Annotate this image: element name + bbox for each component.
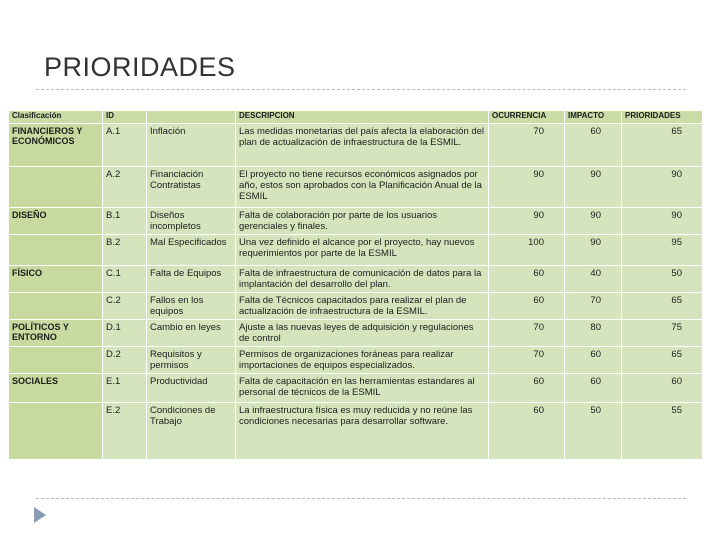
table-row: [9, 347, 703, 374]
impacto-cell: 60: [565, 374, 622, 403]
risk-name-cell: Diseños incompletos: [147, 208, 236, 235]
category-cell: FÍSICO: [9, 266, 103, 293]
prioridad-cell: 65: [622, 347, 703, 374]
prioridad-cell: 90: [622, 167, 703, 208]
impacto-cell: 40: [565, 266, 622, 293]
prioridad-cell: 60: [622, 374, 703, 403]
description-cell: Ajuste a las nuevas leyes de adquisición y regulaciones de control: [236, 320, 489, 347]
prioridad-cell: 65: [622, 124, 703, 167]
prioridad-cell: 55: [622, 403, 703, 460]
description-cell: Una vez definido el alcance por el proyecto, hay nuevos requerimientos por parte de la ESMIL: [236, 235, 489, 266]
id-cell: E.2: [103, 403, 147, 460]
impacto-cell: 60: [565, 124, 622, 167]
table-row: [9, 293, 703, 320]
impacto-cell: 60: [565, 347, 622, 374]
risk-name-cell: Fallos en los equipos: [147, 293, 236, 320]
header-name: [147, 111, 236, 124]
prioridad-cell: 65: [622, 293, 703, 320]
priorities-table: [8, 110, 703, 460]
priorities-table-container: [8, 110, 702, 454]
table-row: [9, 403, 703, 460]
description-cell: El proyecto no tiene recursos económicos asignados por año, estos son aprobados con la Planificación Anual de la ESMIL: [236, 167, 489, 208]
prioridad-cell: 90: [622, 208, 703, 235]
ocurrencia-cell: 60: [489, 374, 565, 403]
id-cell: A.1: [103, 124, 147, 167]
impacto-cell: 90: [565, 167, 622, 208]
risk-name-cell: Mal Especificados: [147, 235, 236, 266]
header-clasificacion: Clasificación: [9, 111, 103, 124]
category-cell: [9, 403, 103, 460]
header-id: ID: [103, 111, 147, 124]
ocurrencia-cell: 100: [489, 235, 565, 266]
description-cell: Permisos de organizaciones foráneas para realizar importaciones de equipos especializados.: [236, 347, 489, 374]
ocurrencia-cell: 60: [489, 266, 565, 293]
prioridad-cell: 95: [622, 235, 703, 266]
risk-name-cell: Inflación: [147, 124, 236, 167]
ocurrencia-cell: 70: [489, 347, 565, 374]
ocurrencia-cell: 70: [489, 320, 565, 347]
risk-name-cell: Condiciones de Trabajo: [147, 403, 236, 460]
id-cell: D.1: [103, 320, 147, 347]
id-cell: A.2: [103, 167, 147, 208]
impacto-cell: 90: [565, 235, 622, 266]
description-cell: Falta de infraestructura de comunicación de datos para la implantación del desarrollo del plan.: [236, 266, 489, 293]
category-cell: POLÍTICOS Y ENTORNO: [9, 320, 103, 347]
description-cell: Las medidas monetarias del país afecta la elaboración del plan de actualización de infraestructura de la ESMIL.: [236, 124, 489, 167]
description-cell: Falta de capacitación en las herramientas estandares al personal de técnicos de la ESMIL: [236, 374, 489, 403]
header-descripcion: DESCRIPCION: [236, 111, 489, 124]
prioridad-cell: 50: [622, 266, 703, 293]
id-cell: D.2: [103, 347, 147, 374]
risk-name-cell: Falta de Equipos: [147, 266, 236, 293]
slide-title: PRIORIDADES: [44, 52, 236, 82]
ocurrencia-cell: 60: [489, 403, 565, 460]
triangle-bullet-icon: [34, 507, 46, 523]
category-cell: [9, 347, 103, 374]
id-cell: E.1: [103, 374, 147, 403]
category-cell: [9, 235, 103, 266]
impacto-cell: 70: [565, 293, 622, 320]
table-header-row: [9, 111, 703, 124]
prioridad-cell: 75: [622, 320, 703, 347]
bottom-divider: [36, 498, 686, 499]
description-cell: Falta de Técnicos capacitados para realizar el plan de actualización de infraestructura de la ESMIL.: [236, 293, 489, 320]
description-cell: La infraestructura física es muy reducida y no reúne las condiciones necesarias para desarrollar software.: [236, 403, 489, 460]
ocurrencia-cell: 90: [489, 208, 565, 235]
category-cell: DISEÑO: [9, 208, 103, 235]
category-cell: FINANCIEROS Y ECONÓMICOS: [9, 124, 103, 167]
table-row: [9, 235, 703, 266]
risk-name-cell: Productividad: [147, 374, 236, 403]
id-cell: C.2: [103, 293, 147, 320]
id-cell: C.1: [103, 266, 147, 293]
impacto-cell: 90: [565, 208, 622, 235]
description-cell: Falta de colaboración por parte de los usuarios gerenciales y finales.: [236, 208, 489, 235]
ocurrencia-cell: 70: [489, 124, 565, 167]
table-row: [9, 208, 703, 235]
risk-name-cell: Requisitos y permisos: [147, 347, 236, 374]
top-divider: [36, 89, 686, 90]
table-row: [9, 320, 703, 347]
id-cell: B.1: [103, 208, 147, 235]
impacto-cell: 50: [565, 403, 622, 460]
header-impacto: IMPACTO: [565, 111, 622, 124]
header-ocurrencia: OCURRENCIA: [489, 111, 565, 124]
header-prioridades: PRIORIDADES: [622, 111, 703, 124]
ocurrencia-cell: 60: [489, 293, 565, 320]
ocurrencia-cell: 90: [489, 167, 565, 208]
category-cell: [9, 293, 103, 320]
category-cell: SOCIALES: [9, 374, 103, 403]
table-row: [9, 266, 703, 293]
category-cell: [9, 167, 103, 208]
table-row: [9, 167, 703, 208]
impacto-cell: 80: [565, 320, 622, 347]
table-row: [9, 374, 703, 403]
id-cell: B.2: [103, 235, 147, 266]
risk-name-cell: Cambio en leyes: [147, 320, 236, 347]
risk-name-cell: Financiación Contratistas: [147, 167, 236, 208]
table-row: [9, 124, 703, 167]
